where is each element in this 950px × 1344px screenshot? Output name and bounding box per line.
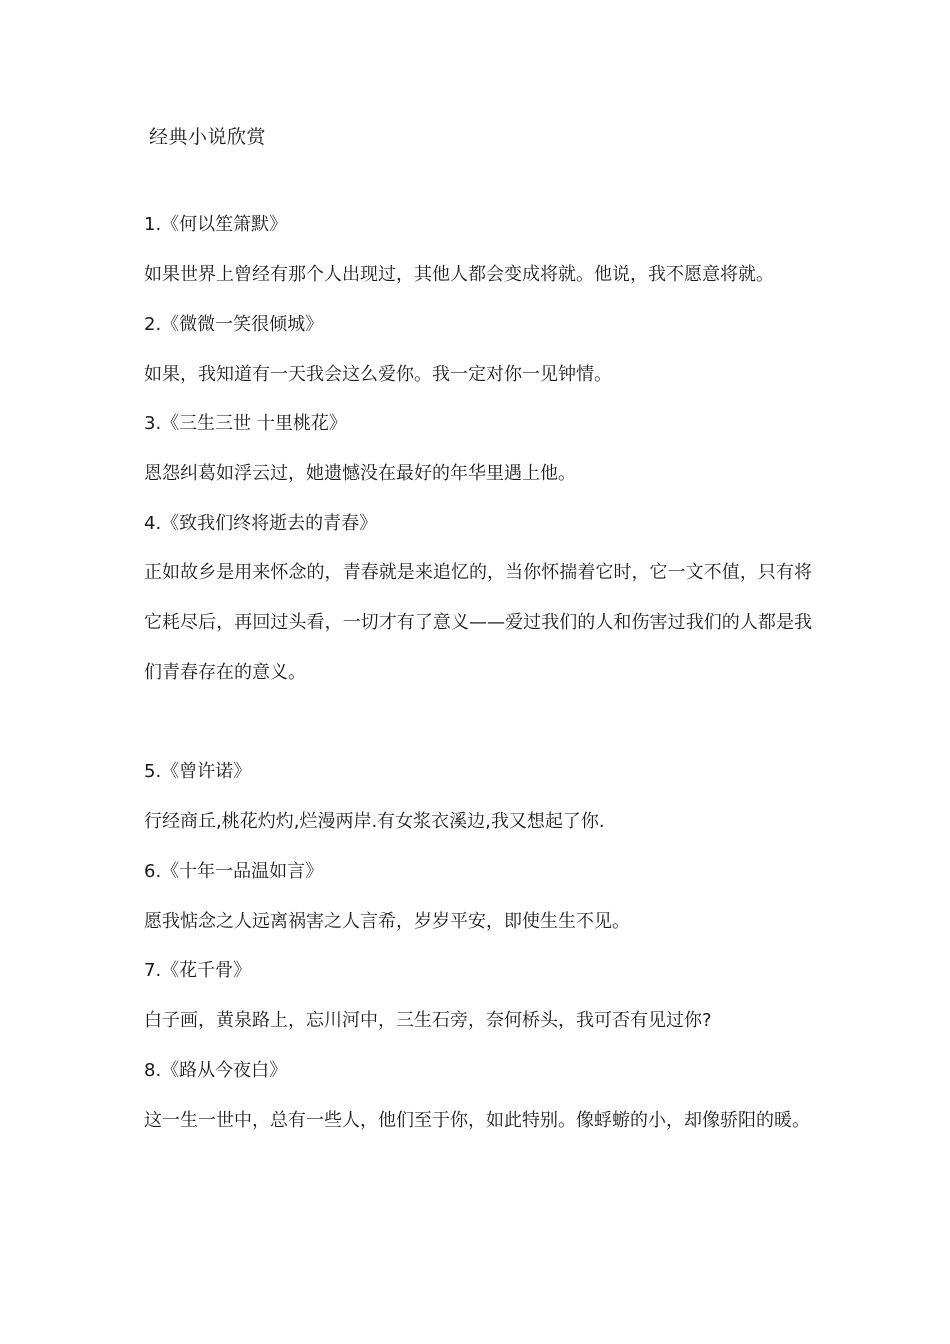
entry-text-7: 白子画，黄泉路上，忘川河中，三生石旁，奈何桥头，我可否有见过你?: [144, 1010, 712, 1031]
document-title: 经典小说欣赏: [149, 126, 267, 148]
entry-text-4: 正如故乡是用来怀念的，青春就是来追忆的，当你怀揣着它时，它一文不值，只有将它耗尽后，再回过头看，一切才有了意义——爱过我们的人和伤害过我们的人都是我们青春存在的意义。: [144, 562, 812, 683]
entry-text-6: 愿我惦念之人远离祸害之人言希，岁岁平安，即使生生不见。: [144, 911, 630, 932]
entry-heading-7: 7.《花千骨》: [144, 960, 252, 981]
entry-text-5: 行经商丘,桃花灼灼,烂漫两岸.有女浆衣溪边,我又想起了你.: [144, 811, 605, 832]
entry-text-2: 如果，我知道有一天我会这么爱你。我一定对你一见钟情。: [144, 364, 612, 385]
entry-text-1: 如果世界上曾经有那个人出现过，其他人都会变成将就。他说，我不愿意将就。: [144, 264, 774, 285]
entry-heading-3: 3.《三生三世 十里桃花》: [144, 413, 347, 434]
entry-text-8: 这一生一世中，总有一些人，他们至于你，如此特别。像蜉蝣的小，却像骄阳的暖。: [144, 1110, 810, 1131]
entry-heading-5: 5.《曾许诺》: [144, 761, 252, 782]
entry-heading-1: 1.《何以笙箫默》: [144, 214, 288, 235]
entry-heading-4: 4.《致我们终将逝去的青春》: [144, 513, 378, 534]
entry-heading-2: 2.《微微一笑很倾城》: [144, 314, 324, 335]
entry-heading-6: 6.《十年一品温如言》: [144, 861, 324, 882]
entry-text-3: 恩怨纠葛如浮云过，她遗憾没在最好的年华里遇上他。: [144, 463, 576, 484]
entry-heading-8: 8.《路从今夜白》: [144, 1060, 288, 1081]
